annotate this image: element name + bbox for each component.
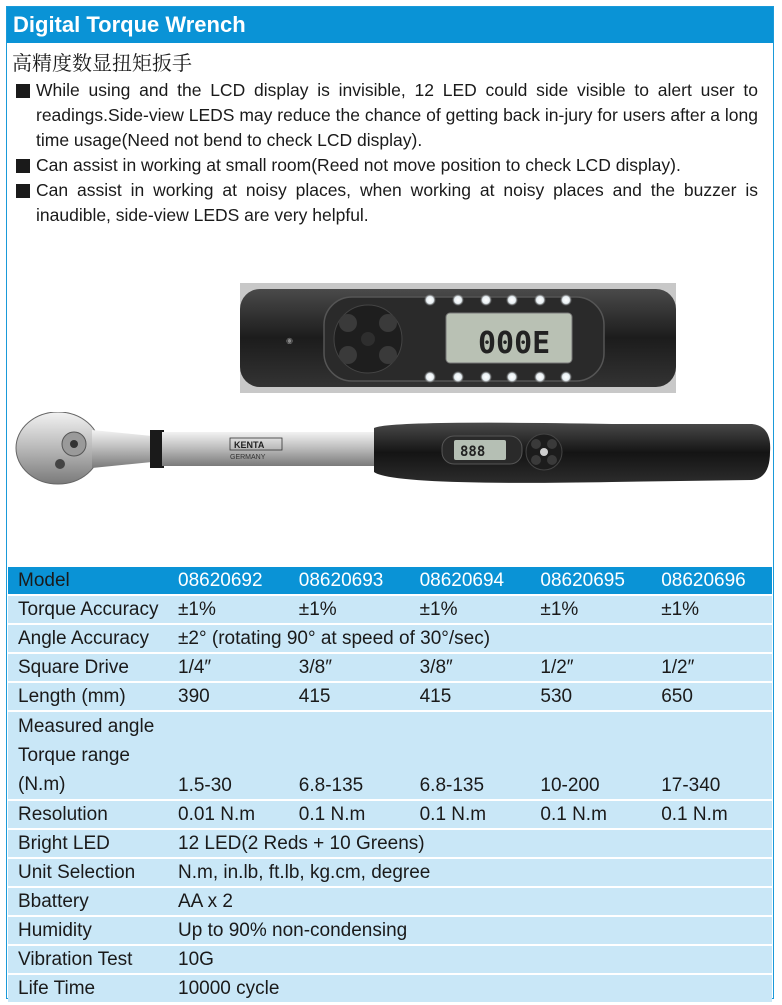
table-row xyxy=(8,945,772,974)
span-cell: AA x 2 xyxy=(178,891,233,912)
table-header-row xyxy=(8,567,772,595)
row-label: Angle Accuracy xyxy=(18,628,149,649)
table-row xyxy=(8,800,772,829)
row-label: Torque Accuracy xyxy=(18,599,159,620)
row-label: Bright LED xyxy=(18,833,110,854)
model-cell: 08620695 xyxy=(540,570,625,591)
row-label: Bbattery xyxy=(18,891,89,912)
table-row xyxy=(8,858,772,887)
model-cell: 08620696 xyxy=(661,570,746,591)
cell: 1/4″ xyxy=(178,657,212,678)
bullet-square-icon xyxy=(16,84,30,98)
span-cell: 10000 cycle xyxy=(178,978,280,999)
cell: 3/8″ xyxy=(298,657,332,678)
span-cell: N.m, in.lb, ft.lb, kg.cm, degree xyxy=(178,862,431,883)
feature-item: While using and the LCD display is invisible, 12 LED could side visible to alert user to readings.Side-view LEDS may reduce the chance of getting back in-jury for users after a long time usage(Need not bend to check LCD display). xyxy=(14,78,758,153)
row-label: Resolution xyxy=(18,804,108,825)
cell: 1.5-30 xyxy=(178,775,232,796)
cell: 0.1 N.m xyxy=(540,804,607,825)
cell: 650 xyxy=(661,686,693,707)
handle-closeup-photo xyxy=(240,283,676,393)
table-row xyxy=(8,682,772,711)
table-row xyxy=(8,653,772,682)
span-cell: 10G xyxy=(178,949,214,970)
cell: 10-200 xyxy=(540,775,600,796)
cell: 0.01 N.m xyxy=(178,804,256,825)
bullet-square-icon xyxy=(16,184,30,198)
cell: ±1% xyxy=(661,599,700,620)
cell: 390 xyxy=(178,686,210,707)
row-label: Unit Selection xyxy=(18,862,136,883)
cell: 415 xyxy=(298,686,331,707)
cell: ±1% xyxy=(178,599,216,620)
table-row xyxy=(8,624,772,653)
span-cell: Up to 90% non-condensing xyxy=(178,920,408,941)
row-label: Square Drive xyxy=(18,657,129,678)
small-lcd-reading: 888 xyxy=(460,444,486,460)
span-cell: ±2° (rotating 90° at speed of 30°/sec) xyxy=(178,628,491,649)
table-row xyxy=(8,916,772,945)
cell: 3/8″ xyxy=(419,657,453,678)
page-title: Digital Torque Wrench xyxy=(7,7,773,43)
brand-label: KENTA xyxy=(234,440,265,450)
row-label: Life Time xyxy=(18,978,96,999)
control-buttons xyxy=(334,305,402,373)
chinese-subtitle: 高精度数显扭矩扳手 xyxy=(12,51,192,75)
table-row xyxy=(8,974,772,1002)
table-row xyxy=(8,595,772,624)
cell: ±1% xyxy=(540,599,579,620)
cell: 6.8-135 xyxy=(419,775,485,796)
cell: ±1% xyxy=(419,599,458,620)
cell: 17-340 xyxy=(661,775,721,796)
model-cell: 08620692 xyxy=(178,570,263,591)
table-row xyxy=(8,829,772,858)
feature-list xyxy=(14,78,758,228)
brand-sub: GERMANY xyxy=(230,454,266,461)
row-label: Length (mm) xyxy=(18,686,126,707)
cell: 1/2″ xyxy=(540,657,574,678)
row-label: Vibration Test xyxy=(18,949,133,970)
feature-item: Can assist in working at noisy places, when working at noisy places and the buzzer is inaudible, side-view LEDS are very helpful. xyxy=(14,178,758,228)
svg-text:◉: ◉ xyxy=(286,336,293,345)
cell: 6.8-135 xyxy=(298,775,364,796)
model-cell: 08620693 xyxy=(298,570,384,591)
table-row xyxy=(8,711,772,800)
model-cell: 08620694 xyxy=(419,570,505,591)
wrench-photo xyxy=(12,412,772,494)
cell: ±1% xyxy=(298,599,337,620)
cell: 0.1 N.m xyxy=(661,804,728,825)
lcd-reading: 000E xyxy=(478,326,551,361)
spec-table xyxy=(8,567,772,1002)
cell: 0.1 N.m xyxy=(419,804,487,825)
span-cell: 12 LED(2 Reds + 10 Greens) xyxy=(178,833,425,854)
cell: 415 xyxy=(419,686,452,707)
row-label: Measured angle Torque range (N.m) xyxy=(18,716,155,795)
cell: 530 xyxy=(540,686,573,707)
bullet-square-icon xyxy=(16,159,30,173)
row-label: Humidity xyxy=(18,920,92,941)
table-header-label: Model xyxy=(18,570,70,591)
cell: 0.1 N.m xyxy=(298,804,366,825)
feature-item: Can assist in working at small room(Reed not move position to check LCD display). xyxy=(14,153,758,178)
cell: 1/2″ xyxy=(661,657,695,678)
table-row xyxy=(8,887,772,916)
